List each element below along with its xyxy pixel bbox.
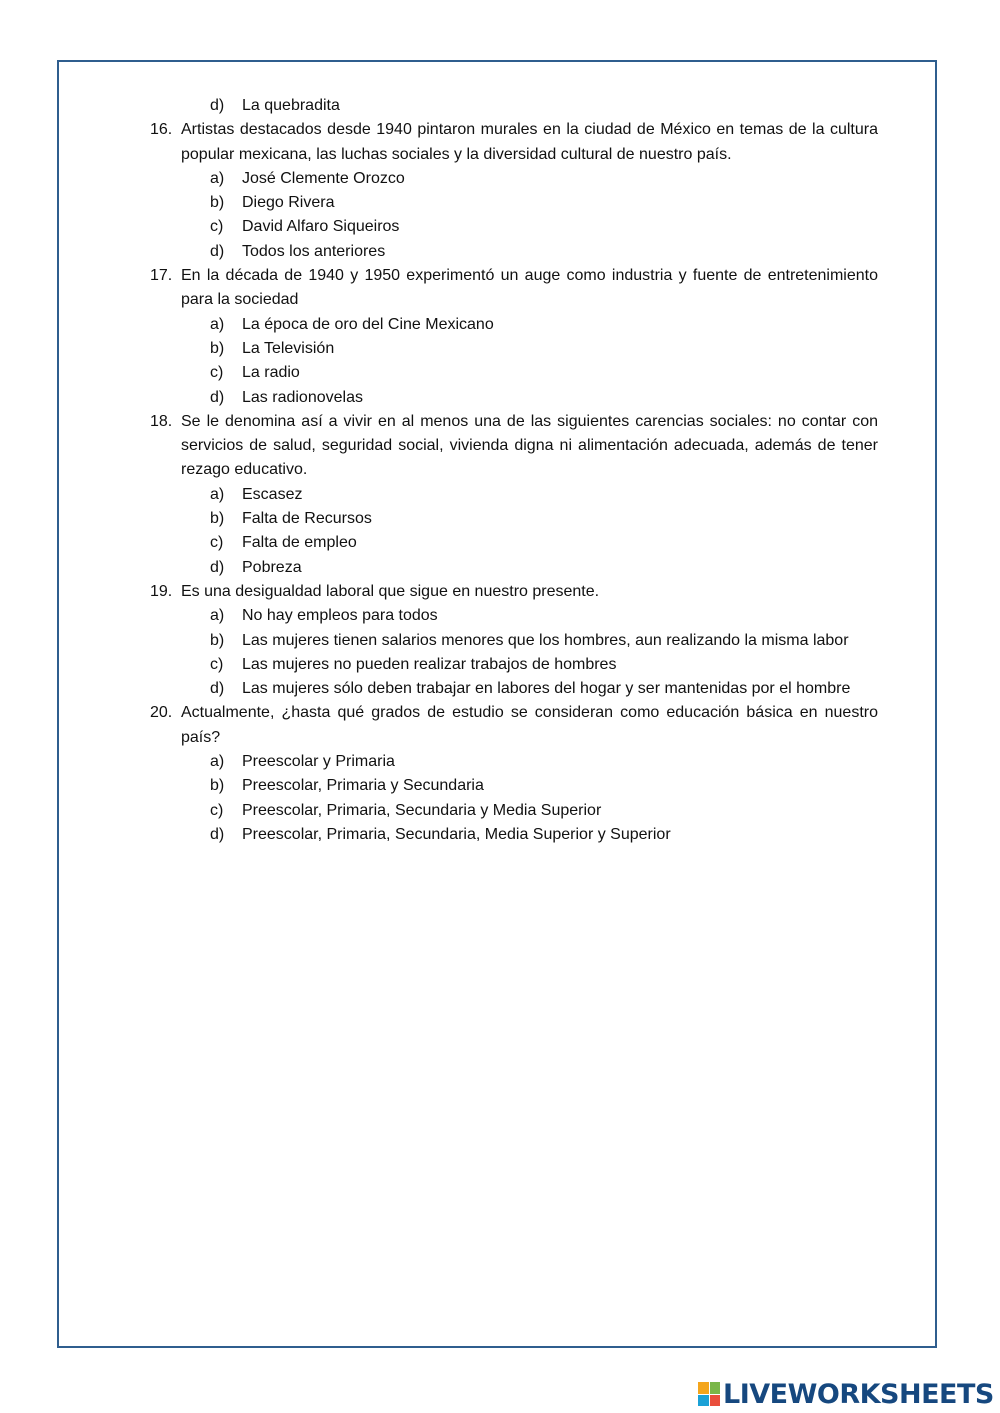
option-a[interactable] xyxy=(150,604,878,628)
question-text: En la década de 1940 y 1950 experimentó un auge como industria y fuente de entretenimiento para la sociedad xyxy=(181,267,878,309)
question-number: 18. xyxy=(150,412,173,430)
option-text: Las radionovelas xyxy=(242,388,363,406)
question-text: Artistas destacados desde 1940 pintaron murales en la ciudad de México en temas de la cultura popular mexicana, las luchas sociales y la diversidad cultural de nuestro país. xyxy=(181,121,878,163)
option-letter: b) xyxy=(210,631,225,649)
option-letter: b) xyxy=(210,339,225,357)
question-18 xyxy=(150,410,878,483)
option-a[interactable] xyxy=(150,167,878,191)
question-17 xyxy=(150,264,878,313)
question-19 xyxy=(150,580,878,604)
option-letter: d) xyxy=(210,825,225,843)
question-number: 19. xyxy=(150,582,173,600)
option-text: Las mujeres tienen salarios menores que los hombres, aun realizando la misma labor xyxy=(242,631,849,649)
option-d[interactable] xyxy=(150,823,878,847)
option-letter: c) xyxy=(210,218,224,236)
option-c[interactable] xyxy=(150,653,878,677)
option-text: La radio xyxy=(242,364,300,382)
option-text: Falta de Recursos xyxy=(242,510,372,528)
option-b[interactable] xyxy=(150,629,878,653)
option-d[interactable] xyxy=(150,240,878,264)
option-text: Preescolar y Primaria xyxy=(242,753,395,771)
option-letter: a) xyxy=(210,169,225,187)
question-number: 20. xyxy=(150,704,173,722)
worksheet-content xyxy=(150,94,878,847)
option-a[interactable] xyxy=(150,483,878,507)
question-20 xyxy=(150,701,878,750)
option-text: Falta de empleo xyxy=(242,534,357,552)
option-text: Preescolar, Primaria y Secundaria xyxy=(242,777,484,795)
question-text: Actualmente, ¿hasta qué grados de estudio se consideran como educación básica en nuestro país? xyxy=(181,704,878,746)
question-text: Es una desigualdad laboral que sigue en nuestro presente. xyxy=(181,582,600,600)
option-d[interactable] xyxy=(150,386,878,410)
option-letter: c) xyxy=(210,364,224,382)
question-number: 16. xyxy=(150,121,173,139)
option-letter: a) xyxy=(210,753,225,771)
option-text: Preescolar, Primaria, Secundaria, Media Superior y Superior xyxy=(242,825,671,843)
option-text: Preescolar, Primaria, Secundaria y Media Superior xyxy=(242,801,602,819)
question-16 xyxy=(150,118,878,167)
option-b[interactable] xyxy=(150,774,878,798)
option-letter: d) xyxy=(210,680,225,698)
option-b[interactable] xyxy=(150,337,878,361)
option-letter: c) xyxy=(210,655,224,673)
option-text: La Televisión xyxy=(242,339,335,357)
option-letter: c) xyxy=(210,534,224,552)
option-text: Las mujeres no pueden realizar trabajos de hombres xyxy=(242,655,617,673)
option-c[interactable] xyxy=(150,361,878,385)
option-text: Todos los anteriores xyxy=(242,242,386,260)
option-text: Pobreza xyxy=(242,558,302,576)
option-text: Diego Rivera xyxy=(242,194,335,212)
option-letter: b) xyxy=(210,510,225,528)
option-text: La época de oro del Cine Mexicano xyxy=(242,315,494,333)
option-c[interactable] xyxy=(150,799,878,823)
option-a[interactable] xyxy=(150,313,878,337)
option-d[interactable] xyxy=(150,556,878,580)
option-letter: d) xyxy=(210,242,225,260)
option-text: Las mujeres sólo deben trabajar en labores del hogar y ser mantenidas por el hombre xyxy=(242,680,851,698)
option-text: José Clemente Orozco xyxy=(242,169,405,187)
option-text: Escasez xyxy=(242,485,303,503)
option-letter: d) xyxy=(210,558,225,576)
option-b[interactable] xyxy=(150,507,878,531)
option-text: David Alfaro Siqueiros xyxy=(242,218,400,236)
option-letter: a) xyxy=(210,315,225,333)
option-letter: d) xyxy=(210,97,225,114)
liveworksheets-brand xyxy=(698,1380,994,1408)
option-letter: c) xyxy=(210,801,224,819)
option-d[interactable] xyxy=(150,677,878,701)
option-text: No hay empleos para todos xyxy=(242,607,438,625)
question-text: Se le denomina así a vivir en al menos una de las siguientes carencias sociales: no contar con servicios de salud, seguridad social, vivienda digna ni alimentación adecuada, además de tener rezago educativo. xyxy=(181,412,878,479)
option-letter: d) xyxy=(210,388,225,406)
liveworksheets-logo-icon xyxy=(698,1382,720,1406)
option-c[interactable] xyxy=(150,215,878,239)
option-letter: a) xyxy=(210,485,225,503)
option-text: La quebradita xyxy=(242,97,340,114)
option-letter: a) xyxy=(210,607,225,625)
option-c[interactable] xyxy=(150,531,878,555)
question-number: 17. xyxy=(150,267,173,285)
option-a[interactable] xyxy=(150,750,878,774)
option-b[interactable] xyxy=(150,191,878,215)
option-letter: b) xyxy=(210,194,225,212)
brand-name: LIVEWORKSHEETS xyxy=(723,1378,994,1410)
option-letter: b) xyxy=(210,777,225,795)
option-d-leading[interactable] xyxy=(150,94,878,118)
